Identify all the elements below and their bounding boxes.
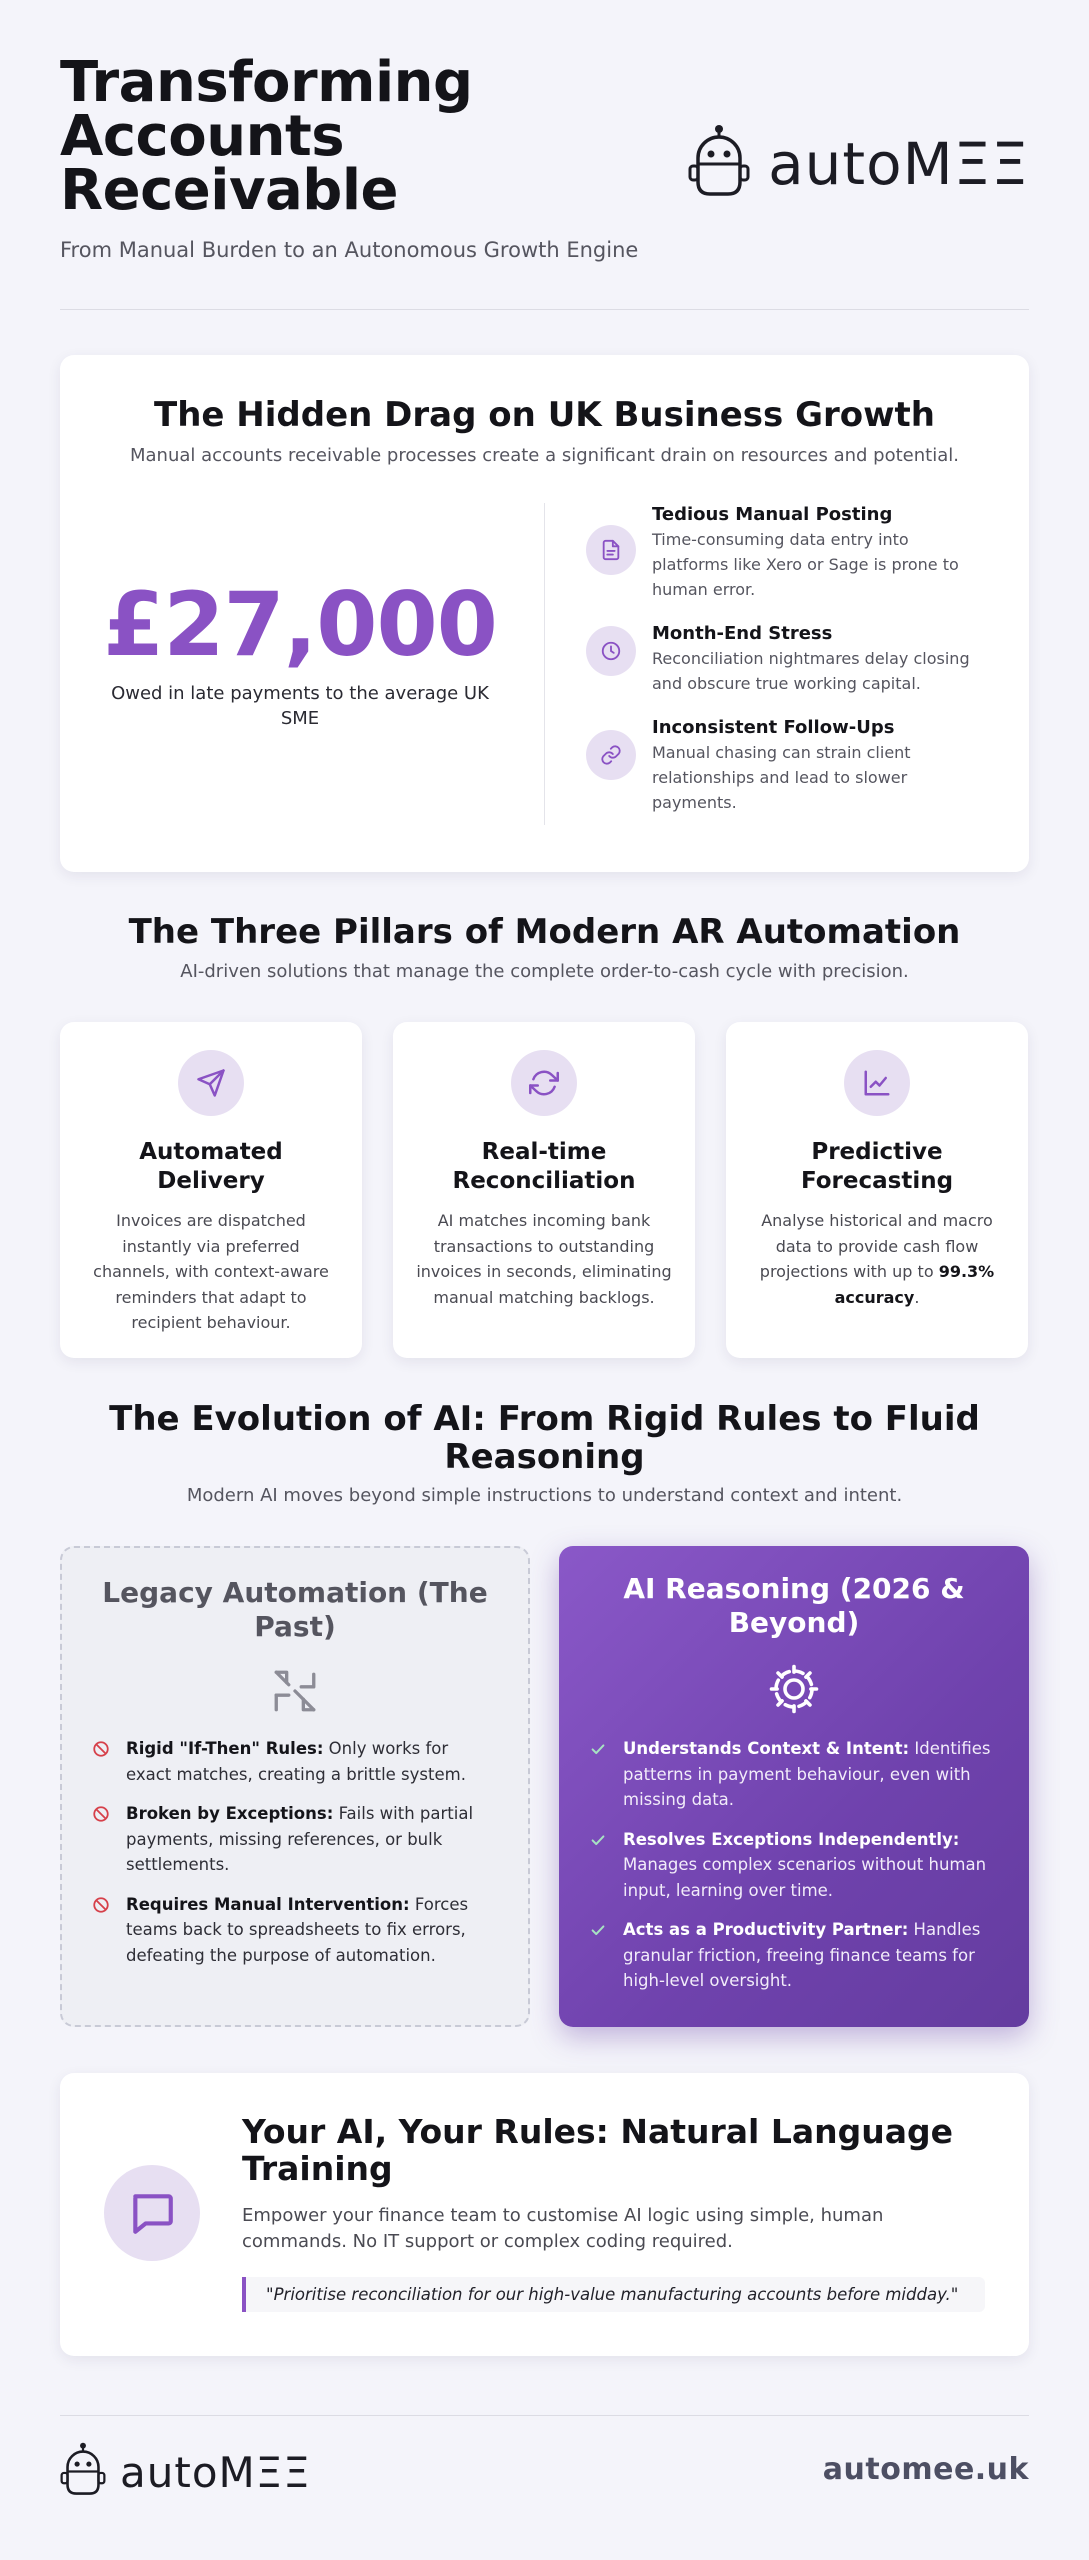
issue-title: Inconsistent Follow-Ups xyxy=(652,717,895,738)
natural-language-training-card xyxy=(60,2073,1029,2356)
document-icon xyxy=(586,525,636,575)
pillar-desc xyxy=(748,1208,1006,1310)
website-link[interactable]: automee.uk xyxy=(822,2452,1029,2487)
pillar-title: Real-time Reconciliation xyxy=(452,1139,636,1194)
prohibited-icon xyxy=(92,1740,112,1787)
issue-item xyxy=(586,716,989,815)
evolution-title: The Evolution of AI: From Rigid Rules to Fluid Reasoning xyxy=(109,1399,980,1477)
pillar-desc-end: . xyxy=(914,1287,920,1307)
ai-reasoning-list xyxy=(589,1736,999,1994)
robot-icon xyxy=(60,2442,106,2502)
issue-desc: Time-consuming data entry into platforms like Xero or Sage is prone to human error. xyxy=(652,530,959,599)
chat-bubble-icon xyxy=(104,2165,200,2261)
check-icon xyxy=(589,1740,609,1813)
list-item-bold: Resolves Exceptions Independently: xyxy=(623,1829,960,1849)
list-item-body: Manages complex scenarios without human input, learning over time. xyxy=(623,1855,987,1900)
issue-title: Month-End Stress xyxy=(652,623,833,644)
footer-divider xyxy=(60,2415,1029,2416)
stat-label: Owed in late payments to the average UK SME xyxy=(111,683,489,729)
pillar-desc: AI matches incoming bank transactions to outstanding invoices in seconds, eliminating manual matching backlogs. xyxy=(416,1211,672,1307)
list-item-bold: Understands Context & Intent: xyxy=(623,1739,910,1758)
refresh-icon xyxy=(511,1050,577,1116)
ai-reasoning-title: AI Reasoning (2026 & Beyond) xyxy=(623,1572,965,1639)
issue-item xyxy=(586,622,989,696)
pillar-card-reconciliation xyxy=(393,1022,695,1358)
clock-icon xyxy=(586,626,636,676)
list-item-body: Handles granular friction, freeing finance teams for high-level oversight. xyxy=(623,1920,981,1990)
legacy-list xyxy=(92,1736,498,1968)
issue-title: Tedious Manual Posting xyxy=(652,504,893,525)
pillar-desc: Invoices are dispatched instantly via preferred channels, with context-aware reminders that adapt to recipient behaviour. xyxy=(93,1211,329,1332)
ai-reasoning-card xyxy=(559,1546,1029,2027)
pillar-card-delivery xyxy=(60,1022,362,1358)
training-title: Your AI, Your Rules: Natural Language Training xyxy=(242,2112,954,2188)
list-item-bold: Broken by Exceptions: xyxy=(126,1804,334,1823)
footer-brand-logo xyxy=(60,2445,311,2499)
send-icon xyxy=(178,1050,244,1116)
hidden-drag-card xyxy=(60,355,1029,872)
training-content xyxy=(242,2113,985,2312)
pillars-title: The Three Pillars of Modern AR Automation xyxy=(128,912,961,952)
legacy-title: Legacy Automation (The Past) xyxy=(102,1576,488,1643)
link-icon xyxy=(586,730,636,780)
pillar-desc-highlight: 99.3% accuracy xyxy=(834,1262,995,1307)
list-item xyxy=(589,1827,999,1904)
issue-item xyxy=(586,503,989,602)
list-item-body: Only works for exact matches, creating a brittle system. xyxy=(126,1739,466,1784)
list-item-text xyxy=(126,1801,498,1878)
broken-flow-icon xyxy=(92,1666,498,1716)
pillar-card-forecasting xyxy=(726,1022,1028,1358)
robot-icon xyxy=(688,124,750,204)
vertical-divider xyxy=(544,503,545,825)
list-item xyxy=(92,1892,498,1969)
list-item-body: Fails with partial payments, missing references, or bulk settlements. xyxy=(126,1804,474,1874)
list-item-body: Identifies patterns in payment behaviour, even with missing data. xyxy=(623,1739,991,1809)
line-chart-icon xyxy=(844,1050,910,1116)
pillar-title: Automated Delivery xyxy=(139,1139,283,1194)
hidden-drag-subtitle: Manual accounts receivable processes create a significant drain on resources and potential. xyxy=(130,445,959,466)
issue-desc: Manual chasing can strain client relationships and lead to slower payments. xyxy=(652,743,911,812)
page-subtitle: From Manual Burden to an Autonomous Growth Engine xyxy=(60,238,639,262)
cog-icon xyxy=(589,1662,999,1716)
list-item xyxy=(589,1917,999,1994)
check-icon xyxy=(589,1831,609,1904)
list-item-body: Forces teams back to spreadsheets to fix errors, defeating the purpose of automation. xyxy=(126,1894,469,1965)
training-description: Empower your finance team to customise AI logic using simple, human commands. No IT support or complex coding required. xyxy=(242,2205,884,2252)
list-item xyxy=(92,1736,498,1787)
stat-value: £27,000 xyxy=(103,573,497,676)
evolution-subtitle: Modern AI moves beyond simple instructions to understand context and intent. xyxy=(186,1485,903,1506)
hidden-drag-title: The Hidden Drag on UK Business Growth xyxy=(154,395,935,435)
list-item-text xyxy=(623,1736,999,1813)
header-divider xyxy=(60,309,1029,310)
issue-desc: Reconciliation nightmares delay closing and obscure true working capital. xyxy=(652,649,970,693)
list-item-text xyxy=(126,1892,498,1969)
pillars-subtitle: AI-driven solutions that manage the complete order-to-cash cycle with precision. xyxy=(180,961,909,982)
list-item-text xyxy=(623,1827,999,1904)
check-icon xyxy=(589,1921,609,1994)
legacy-automation-card xyxy=(60,1546,530,2027)
brand-logo xyxy=(688,124,1029,204)
list-item-bold: Acts as a Productivity Partner: xyxy=(623,1920,909,1939)
pillar-title: Predictive Forecasting xyxy=(800,1139,954,1194)
list-item-text xyxy=(126,1736,498,1787)
prohibited-icon xyxy=(92,1896,112,1969)
list-item-text xyxy=(623,1917,999,1994)
late-payment-stat xyxy=(90,575,510,731)
list-item xyxy=(92,1801,498,1878)
header xyxy=(60,50,1029,310)
brand-name: autoMΞΞ xyxy=(768,130,1029,198)
issue-list xyxy=(586,503,989,835)
prohibited-icon xyxy=(92,1805,112,1878)
footer-brand-name: autoMΞΞ xyxy=(120,2447,311,2497)
page-title: Transforming Accounts Receivable xyxy=(60,50,473,223)
list-item xyxy=(589,1736,999,1813)
list-item-bold: Requires Manual Intervention: xyxy=(126,1894,410,1914)
list-item-bold: Rigid "If-Then" Rules: xyxy=(126,1739,324,1758)
example-command-quote: "Prioritise reconciliation for our high-value manufacturing accounts before midday." xyxy=(242,2277,985,2312)
pillar-desc-text: Analyse historical and macro data to provide cash flow projections with up to xyxy=(759,1211,993,1281)
